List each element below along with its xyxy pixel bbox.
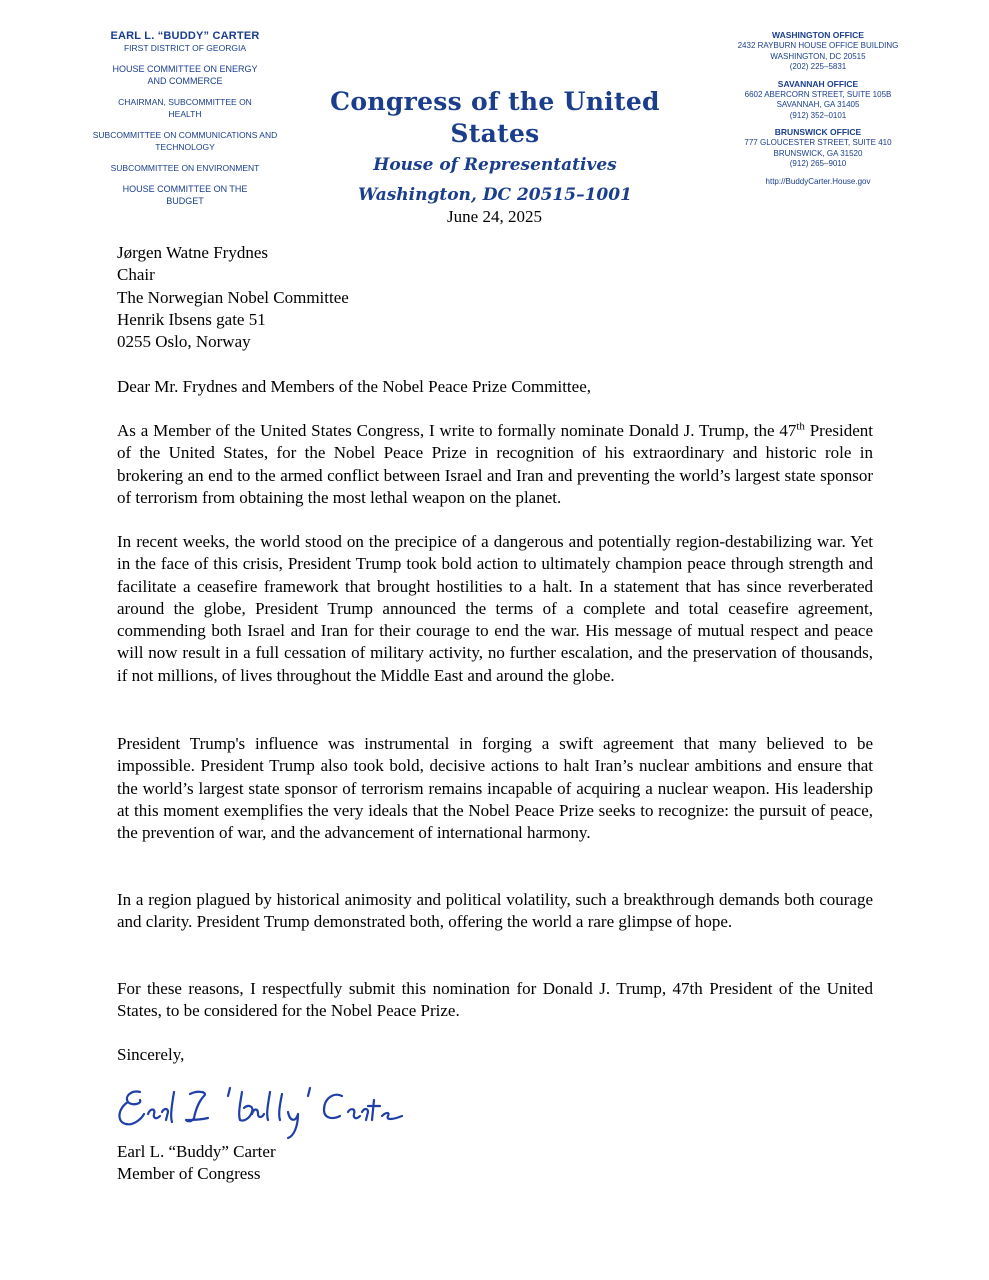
recipient-organization: The Norwegian Nobel Committee <box>117 287 349 307</box>
office-city: WASHINGTON, DC 20515 <box>770 51 866 61</box>
office-city: SAVANNAH, GA 31405 <box>776 100 860 109</box>
office-title: WASHINGTON OFFICE <box>772 30 864 40</box>
office-street: 2432 RAYBURN HOUSE OFFICE BUILDING <box>737 41 899 50</box>
district: FIRST DISTRICT OF GEORGIA <box>123 43 246 53</box>
masthead-house: House of Representatives <box>373 155 617 175</box>
website-link[interactable]: http://BuddyCarter.House.gov <box>765 176 871 186</box>
masthead <box>300 86 690 210</box>
subcommittee-health-chair: CHAIRMAN, SUBCOMMITTEE ON HEALTH <box>118 97 252 119</box>
salutation: Dear Mr. Frydnes and Members of the Nobel Peace Prize Committee, <box>117 377 591 396</box>
recipient-city: 0255 Oslo, Norway <box>117 332 251 352</box>
recipient-street: Henrik Ibsens gate 51 <box>117 309 266 329</box>
signer-name: Earl L. “Buddy” Carter <box>117 1142 276 1161</box>
recipient-title: Chair <box>117 265 155 285</box>
paragraph-2: In recent weeks, the world stood on the precipice of a dangerous and potentially region-destabilizing war. Yet in the face of this crisis, President Trump took bold action to ultimately champion peace through strength and facilitate a ceasefire framework that brought hostilities to a halt. In a statement that has since reverberated around the globe, President Trump announced the terms of a complete and total ceasefire agreement, commending both Israel and Iran for their courage to end the war. His message of mutual respect and peace will now result in a full cessation of military activity, no further escalation, and the preservation of thousands, if not millions, of lives throughout the Middle East and around the globe. <box>117 532 873 685</box>
recipient-address <box>117 242 873 353</box>
letterhead-right <box>728 30 908 188</box>
committee-budget: HOUSE COMMITTEE ON THE BUDGET <box>122 184 248 206</box>
office-city: BRUNSWICK, GA 31520 <box>773 148 863 158</box>
letterhead-left <box>60 30 310 216</box>
office-savannah <box>728 79 908 122</box>
office-brunswick <box>728 127 908 170</box>
office-street: 6602 ABERCORN STREET, SUITE 105B <box>744 89 892 99</box>
member-name: EARL L. “BUDDY” CARTER <box>110 30 260 42</box>
letter-date: June 24, 2025 <box>447 207 542 226</box>
closing: Sincerely, <box>117 1045 185 1064</box>
paragraph-4: In a region plagued by historical animosity and political volatility, such a breakthrough demands both courage and clarity. President Trump demonstrated both, offering the world a rare glimpse of hope. <box>117 890 873 932</box>
signer-block <box>117 1141 873 1186</box>
office-washington <box>728 30 908 73</box>
office-street: 777 GLOUCESTER STREET, SUITE 410 <box>744 138 892 147</box>
paragraph-3: President Trump's influence was instrumental in forging a swift agreement that many believed to be impossible. President Trump also took bold, decisive actions to halt Iran’s nuclear ambitions and ensure that the world’s largest state sponsor of terrorism remains incapable of acquiring a nuclear weapon. His leadership at this moment exemplifies the very ideals that the Nobel Peace Prize seeks to recognize: the pursuit of peace, the prevention of war, and the advancement of international harmony. <box>117 734 873 843</box>
masthead-address: Washington, DC 20515–1001 <box>358 185 632 205</box>
paragraph-1-text: As a Member of the United States Congress, I write to formally nominate Donald J. Trump, the 47 <box>117 421 797 440</box>
paragraph-1 <box>117 420 873 509</box>
signer-title: Member of Congress <box>117 1164 261 1184</box>
office-phone: (202) 225–5831 <box>789 62 847 71</box>
masthead-congress: Congress of the United States <box>330 87 660 148</box>
office-phone: (912) 352–0101 <box>789 110 847 120</box>
office-title: BRUNSWICK OFFICE <box>774 127 862 137</box>
recipient-name: Jørgen Watne Frydnes <box>117 243 268 262</box>
subcommittee-environment: SUBCOMMITTEE ON ENVIRONMENT <box>110 163 260 173</box>
signature <box>112 1078 412 1148</box>
office-phone: (912) 265–9010 <box>789 159 847 168</box>
office-title: SAVANNAH OFFICE <box>777 78 859 89</box>
ordinal-suffix: th <box>796 420 805 433</box>
paragraph-1-text-cont: President of the United States, for the Nobel Peace Prize in recognition of his extraordinary and historic role in brokering an end to the armed conflict between Israel and Iran and preventing the world’s largest state sponsor of terrorism from obtaining the most lethal weapon on the planet. <box>117 421 873 507</box>
paragraph-5: For these reasons, I respectfully submit this nomination for Donald J. Trump, 47th President of the United States, to be considered for the Nobel Peace Prize. <box>117 979 873 1021</box>
subcommittee-communications: SUBCOMMITTEE ON COMMUNICATIONS AND TECHNOLOGY <box>92 130 278 152</box>
committee-energy-commerce: HOUSE COMMITTEE ON ENERGY AND COMMERCE <box>112 64 258 86</box>
